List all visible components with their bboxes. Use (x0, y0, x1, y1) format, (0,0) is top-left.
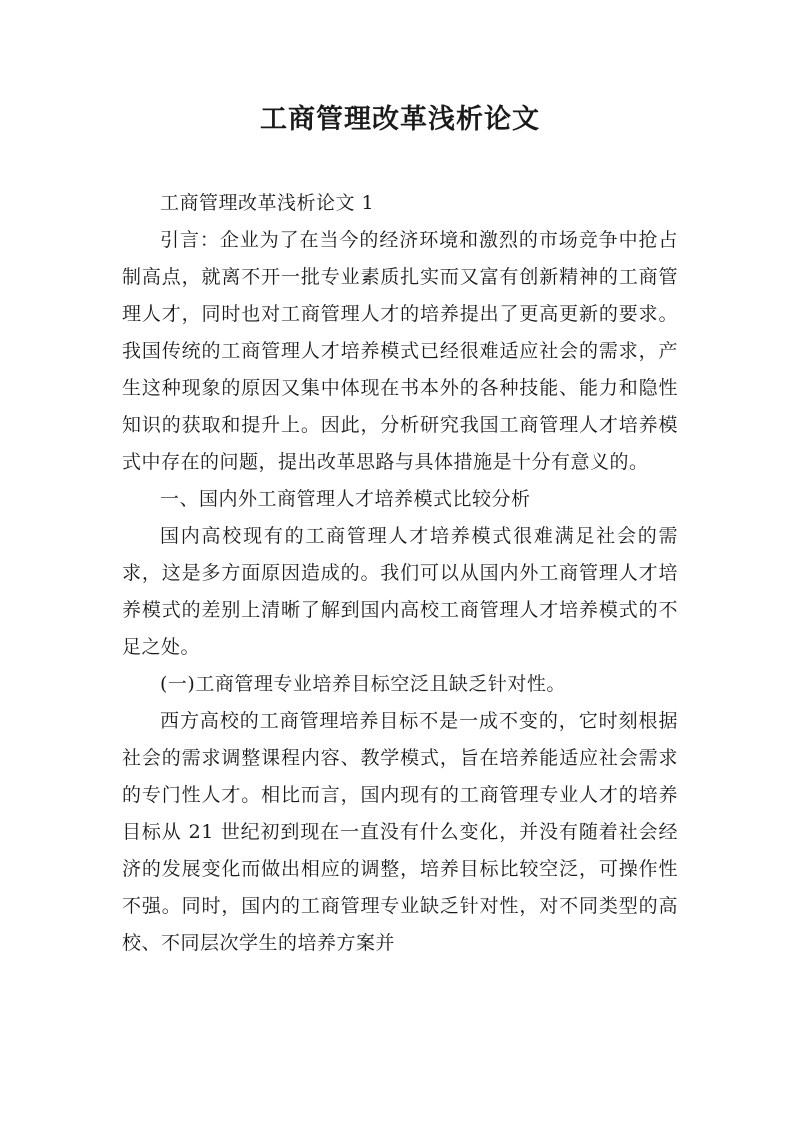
paragraph-heading-1: 工商管理改革浅析论文 1 (160, 192, 375, 214)
paragraph-subsection-1: 西方高校的工商管理培养目标不是一成不变的，它时刻根据社会的需求调整课程内容、教学模式，旨在培养能适应社会需求的专门性人才。相比而言，国内现有的工商管理专业人才的培养目标从 21 世纪初到现在一直没有什么变化，并没有随着社会经济的发展变化而做出相应的调整，培养目标比较空泛，可操作性不强。同时，国内的工商管理专业缺乏针对性，对不同类型的高校、不同层次学生的培养方案并 (122, 710, 678, 954)
paragraph-introduction: 引言：企业为了在当今的经济环境和激烈的市场竞争中抢占制高点，就离不开一批专业素质扎实而又富有创新精神的工商管理人才，同时也对工商管理人才的培养提出了更高更新的要求。我国传统的工商管理人才培养模式已经很难适应社会的需求，产生这种现象的原因又集中体现在书本外的各种技能、能力和隐性知识的获取和提升上。因此，分析研究我国工商管理人才培养模式中存在的问题，提出改革思路与具体措施是十分有意义的。 (122, 229, 678, 473)
paragraph-section-1: 国内高校现有的工商管理人才培养模式很难满足社会的需求，这是多方面原因造成的。我们可以从国内外工商管理人才培养模式的差别上清晰了解到国内高校工商管理人才培养模式的不足之处。 (122, 525, 678, 658)
subsection-heading-1: (一)工商管理专业培养目标空泛且缺乏针对性。 (160, 673, 566, 695)
document-body (122, 185, 678, 962)
document-title: 工商管理改革浅析论文 (260, 104, 540, 135)
section-heading-1: 一、国内外工商管理人才培养模式比较分析 (160, 488, 531, 510)
